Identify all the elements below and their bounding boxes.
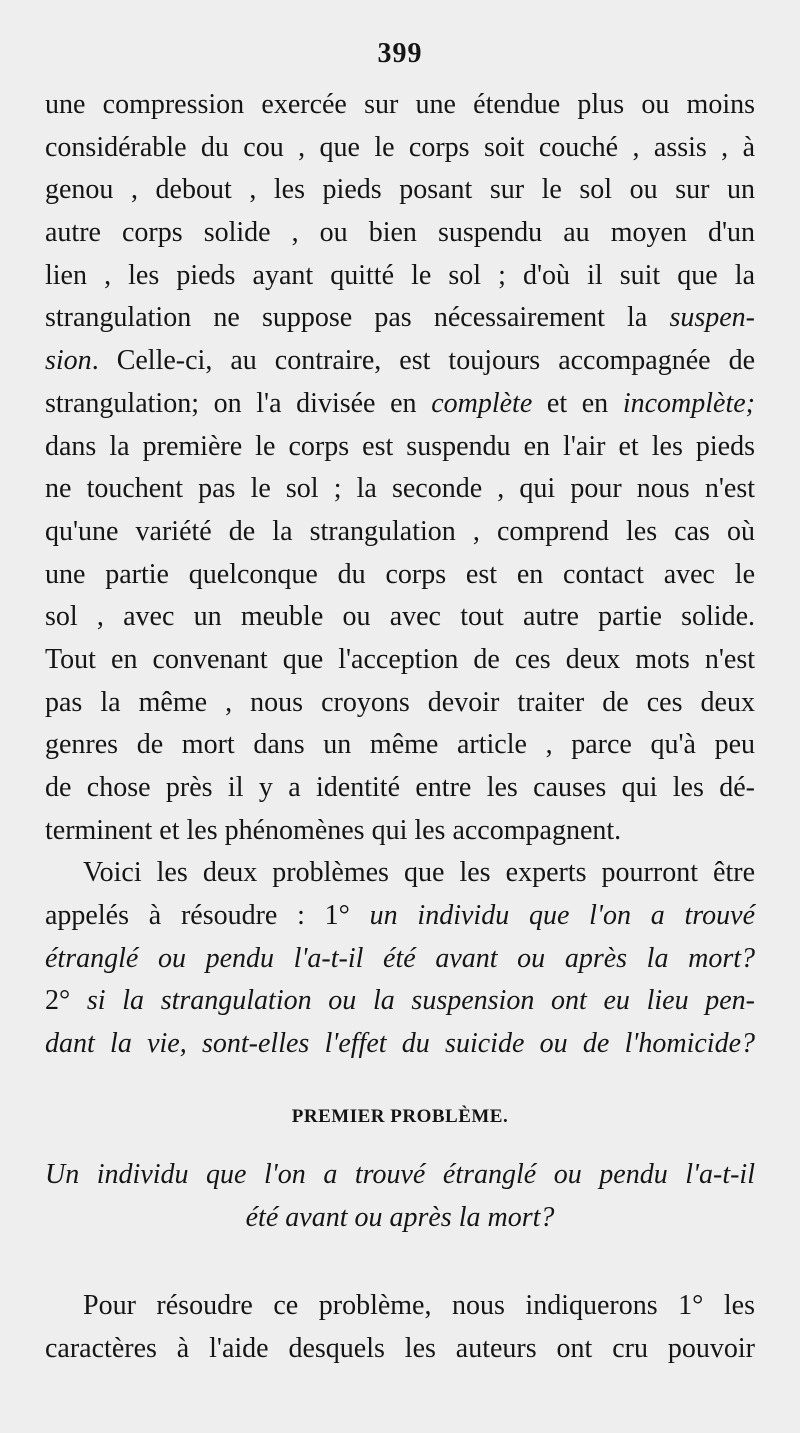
spacer	[45, 1239, 755, 1285]
text-line: lien , les pieds ayant quitté le sol ; d'où il suit que la	[45, 259, 755, 291]
italic-text-segment: un individu que l'on a trouvé	[369, 900, 755, 932]
text-segment: 2°	[45, 985, 87, 1017]
italic-text-segment: incomplète;	[622, 387, 755, 419]
text-line: pas la même , nous croyons devoir traiter de ces deux	[45, 686, 755, 718]
text-segment: . Celle-ci, au contraire, est toujours accompagnée de	[91, 345, 755, 377]
page-number: 399	[377, 38, 423, 69]
text-line: dant la vie, sont-elles l'effet du suicide ou de l'homicide?	[45, 1028, 755, 1060]
text-line: Voici les deux problèmes que les experts pourront être	[83, 857, 755, 889]
text-line	[45, 340, 755, 383]
text-line: terminent et les phénomènes qui les accompagnent.	[45, 814, 622, 846]
text-line: genres de mort dans un même article , parce qu'à peu	[45, 729, 755, 761]
text-line: Tout en convenant que l'acception de ces deux mots n'est	[45, 643, 755, 675]
section-heading: PREMIER PROBLÈME.	[291, 1105, 509, 1127]
text-segment: strangulation ne suppose pas nécessairement la	[45, 302, 670, 334]
text-line: Pour résoudre ce problème, nous indiquerons 1° les	[83, 1290, 755, 1322]
text-segment: strangulation; on l'a divisée en	[45, 387, 432, 419]
text-segment: et en	[532, 387, 623, 419]
italic-text-segment: si la strangulation ou la suspension ont eu lieu pen-	[86, 985, 755, 1017]
text-line: de chose près il y a identité entre les causes qui les dé-	[45, 772, 755, 803]
text-line	[45, 980, 755, 1023]
text-line: une partie quelconque du corps est en contact avec le	[45, 558, 755, 590]
text-line: qu'une variété de la strangulation , comprend les cas où	[45, 515, 755, 547]
spacer	[45, 1066, 755, 1100]
italic-text-segment: complète	[431, 387, 533, 419]
text-line: autre corps solide , ou bien suspendu au moyen d'un	[45, 217, 755, 249]
text-line	[45, 895, 755, 938]
text-line: considérable du cou , que le corps soit couché , assis , à	[45, 131, 755, 163]
text-line	[45, 297, 755, 340]
text-line: genou , debout , les pieds posant sur le sol ou sur un	[45, 174, 755, 206]
spacer	[45, 1134, 755, 1154]
text-line: ne touchent pas le sol ; la seconde , qui pour nous n'est	[45, 473, 755, 505]
page-body	[45, 84, 755, 1371]
section-subheading: été avant ou après la mort?	[245, 1201, 555, 1233]
text-line: dans la première le corps est suspendu en l'air et les pieds	[45, 430, 755, 462]
text-line: caractères à l'aide desquels les auteurs ont cru pouvoir	[45, 1332, 755, 1364]
section-subheading: Un individu que l'on a trouvé étranglé ou pendu l'a-t-il	[45, 1158, 755, 1190]
text-line: une compression exercée sur une étendue plus ou moins	[45, 89, 755, 120]
italic-text-segment: sion	[45, 345, 92, 377]
italic-text-segment: suspen-	[669, 302, 755, 334]
text-line	[45, 383, 755, 426]
text-line: étranglé ou pendu l'a-t-il été avant ou après la mort?	[45, 942, 755, 974]
text-line: sol , avec un meuble ou avec tout autre partie solide.	[45, 601, 755, 633]
text-segment: appelés à résoudre : 1°	[45, 900, 370, 932]
